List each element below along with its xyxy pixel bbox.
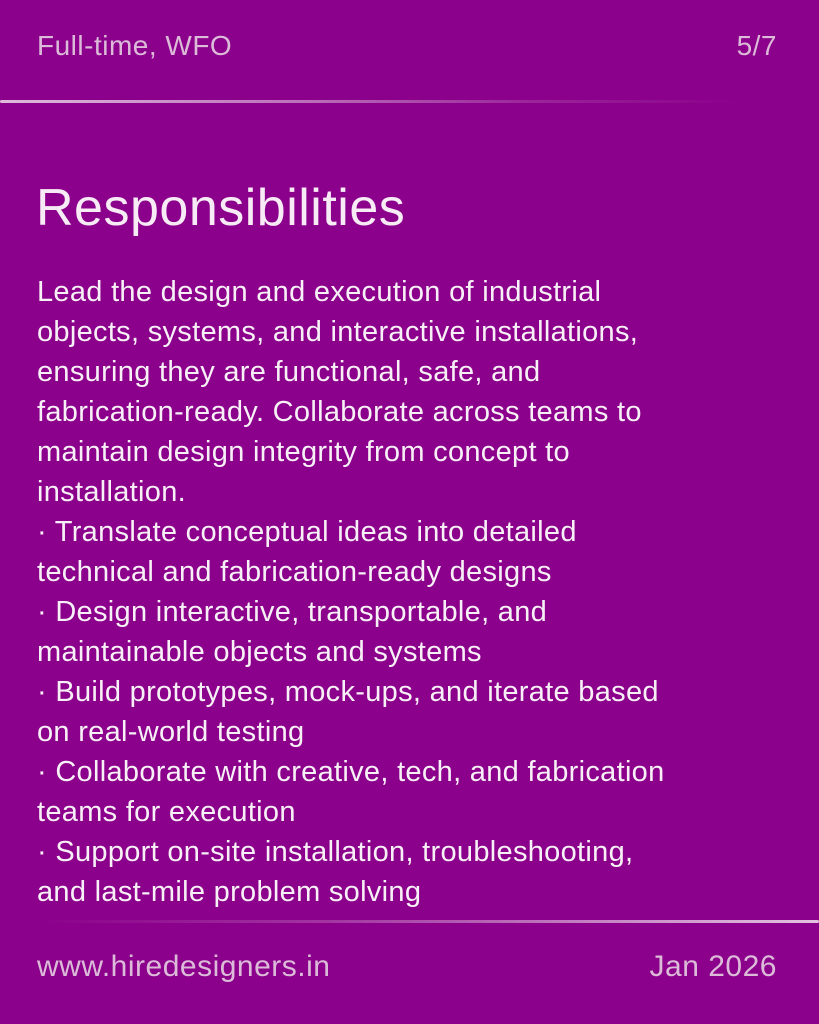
body-text-line: technical and fabrication-ready designs	[37, 556, 552, 588]
body-text-line: maintain design integrity from concept to	[37, 436, 570, 468]
date-label: Jan 2026	[649, 950, 777, 983]
body-text-line: and last-mile problem solving	[37, 876, 422, 908]
responsibilities-body	[37, 272, 799, 912]
website-url: www.hiredesigners.in	[37, 950, 331, 983]
body-text-line: · Collaborate with creative, tech, and fabrication	[37, 756, 665, 788]
body-text-line: · Support on-site installation, troubleshooting,	[37, 836, 634, 868]
slide-page-counter: 5/7	[736, 30, 777, 61]
bottom-divider-line	[0, 920, 819, 923]
header	[37, 30, 777, 62]
body-text-line: fabrication-ready. Collaborate across teams to	[37, 396, 642, 428]
body-text-line: · Design interactive, transportable, and	[37, 596, 548, 628]
body-text-line: ensuring they are functional, safe, and	[37, 356, 541, 388]
body-text-line: · Build prototypes, mock-ups, and iterate based	[37, 676, 659, 708]
body-text-line: Lead the design and execution of industrial	[37, 276, 602, 308]
body-text-line: objects, systems, and interactive installations,	[37, 316, 639, 348]
body-text-line: teams for execution	[37, 796, 296, 828]
top-divider-line	[0, 100, 819, 103]
employment-type-label: Full-time, WFO	[37, 30, 233, 61]
body-text-line: on real-world testing	[37, 716, 305, 748]
body-text-line: installation.	[37, 476, 186, 508]
body-text-line: maintainable objects and systems	[37, 636, 482, 668]
footer	[37, 950, 777, 984]
page-title: Responsibilities	[36, 179, 406, 237]
body-text-line: · Translate conceptual ideas into detailed	[37, 516, 577, 548]
